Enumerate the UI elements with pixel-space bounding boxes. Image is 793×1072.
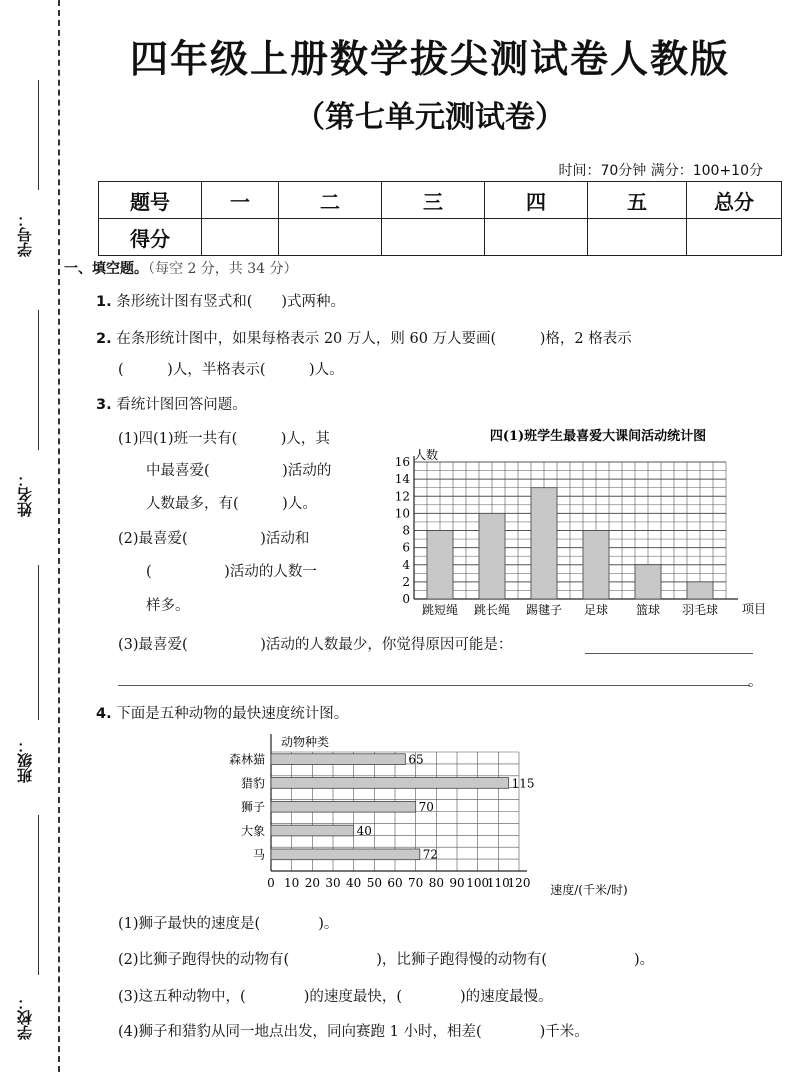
q3-sub1-line2: 中最喜爱( )活动的: [146, 463, 332, 479]
y-tick-label: 马: [252, 847, 265, 862]
y-tick-label: 4: [402, 557, 410, 572]
q3-sub1-line3: 人数最多，有( )人。: [146, 496, 317, 512]
bar: [427, 531, 453, 600]
x-tick-label: 120: [507, 876, 531, 890]
school-label: 学校：: [16, 995, 34, 1040]
bar: [271, 801, 416, 812]
y-tick-label: 森林猫: [228, 752, 265, 767]
x-tick-label: 30: [325, 876, 341, 890]
score-header-cell: 题号: [99, 182, 202, 219]
question-2-line1: [96, 327, 632, 348]
score-input-cell[interactable]: [382, 219, 485, 256]
bar: [531, 488, 557, 599]
class-label: 班级：: [16, 738, 34, 783]
x-tick-label: 90: [449, 876, 465, 890]
question-number: 3.: [96, 397, 112, 413]
x-tick-label: 跳长绳: [473, 603, 511, 617]
x-tick-label: 50: [366, 876, 382, 890]
time-info: 时间：70分钟 满分：100+10分: [558, 163, 763, 179]
x-tick-label: 跳短绳: [421, 603, 459, 617]
x-tick-label: 70: [408, 876, 424, 890]
data-label: 115: [511, 776, 535, 791]
score-header-cell: 五: [588, 182, 687, 219]
q3-sub2-line2: ( )活动的人数一: [146, 564, 317, 580]
score-header-cell: 三: [382, 182, 485, 219]
bar: [271, 849, 420, 860]
page-title: 四年级上册数学拔尖测试卷人教版: [129, 37, 730, 81]
q4-sub3: (3)这五种动物中，( )的速度最快，( )的速度最慢。: [118, 989, 553, 1005]
bar: [271, 778, 509, 789]
y-tick-label: 狮子: [240, 800, 265, 815]
bar: [271, 825, 354, 836]
x-tick-label: 80: [428, 876, 444, 890]
q3-sub3: (3)最喜爱( )活动的人数最少，你觉得原因可能是：: [118, 637, 513, 653]
y-tick-label: 16: [394, 455, 410, 469]
q4-sub2: (2)比狮子跑得快的动物有( )，比狮子跑得慢的动物有( )。: [118, 952, 655, 968]
question-2-line2: ( )人，半格表示( )人。: [118, 362, 344, 378]
score-input-cell[interactable]: [687, 219, 782, 256]
student-id-label: 学号：: [16, 212, 34, 257]
y-tick-label: 大象: [240, 823, 265, 838]
x-tick-label: 100: [466, 876, 490, 890]
question-number: 4.: [96, 706, 112, 722]
score-header-cell: 一: [202, 182, 279, 219]
school-line: [38, 815, 39, 975]
q3-sub2-line3: 样多。: [146, 598, 190, 614]
bar: [635, 565, 661, 599]
y-tick-label: 6: [402, 540, 410, 555]
bar: [479, 513, 505, 599]
x-tick-label: 足球: [583, 603, 609, 617]
x-tick-label: 0: [267, 876, 275, 890]
bar: [271, 754, 405, 765]
y-tick-label: 8: [402, 523, 410, 538]
question-text: 在条形统计图中，如果每格表示 20 万人，则 60 万人要画( )格，2 格表示: [116, 331, 632, 347]
chart-title: 四(1)班学生最喜爱大课间活动统计图: [489, 429, 707, 444]
data-label: 65: [408, 752, 424, 767]
question-text: 下面是五种动物的最快速度统计图。: [116, 706, 349, 722]
data-label: 70: [418, 800, 434, 815]
score-header-cell: 二: [279, 182, 382, 219]
section-title: 一、填空题。: [64, 261, 148, 277]
q4-sub4: (4)狮子和猎豹从同一地点出发，同向赛跑 1 小时，相差( )千米。: [118, 1024, 589, 1040]
score-header-cell: 总分: [687, 182, 782, 219]
x-axis-label: 项目: [741, 602, 767, 616]
score-input-cell[interactable]: [588, 219, 687, 256]
bar: [687, 582, 713, 599]
y-axis-label: 人数: [413, 448, 439, 462]
x-tick-label: 踢毽子: [525, 603, 563, 617]
answer-line[interactable]: [118, 685, 750, 686]
name-label: 姓名：: [16, 472, 34, 517]
question-1: [96, 290, 345, 311]
section-note: （每空 2 分，共 34 分）: [148, 261, 298, 277]
x-tick-label: 10: [284, 876, 300, 890]
y-axis-label: 动物种类: [280, 735, 330, 749]
score-table: [98, 181, 782, 256]
data-label: 40: [356, 823, 372, 838]
q4-sub1: (1)狮子最快的速度是( )。: [118, 916, 339, 932]
y-tick-label: 猎豹: [240, 776, 265, 791]
question-4: [96, 702, 348, 723]
q3-sub2-line1: (2)最喜爱( )活动和: [118, 531, 310, 547]
x-tick-label: 60: [387, 876, 403, 890]
score-table-score-row: [99, 219, 782, 256]
y-tick-label: 12: [394, 489, 410, 504]
x-tick-label: 篮球: [635, 603, 661, 617]
end-period: 。: [748, 674, 763, 690]
animal-speed-chart: [205, 728, 665, 906]
bar: [583, 531, 609, 600]
name-line: [38, 310, 39, 450]
question-3: [96, 393, 247, 414]
score-input-cell[interactable]: [279, 219, 382, 256]
student-id-line: [38, 80, 39, 190]
class-line: [38, 565, 39, 720]
answer-line[interactable]: [585, 653, 753, 654]
data-label: 72: [422, 847, 439, 862]
question-text: 看统计图回答问题。: [116, 397, 247, 413]
score-input-cell[interactable]: [202, 219, 279, 256]
q3-sub1-line1: (1)四(1)班一共有( )人，其: [118, 431, 330, 447]
y-tick-label: 2: [402, 574, 410, 589]
x-tick-label: 40: [346, 876, 362, 890]
y-tick-label: 10: [394, 506, 410, 521]
activity-bar-chart: [368, 422, 778, 622]
y-tick-label: 14: [394, 472, 410, 487]
question-number: 2.: [96, 331, 112, 347]
score-row-label: 得分: [99, 219, 202, 256]
section-heading: [64, 258, 298, 278]
page-subtitle: （第七单元测试卷）: [295, 100, 565, 135]
x-tick-label: 110: [486, 876, 510, 890]
x-tick-label: 20: [304, 876, 320, 890]
score-header-cell: 四: [485, 182, 588, 219]
binding-dashed-line: [58, 0, 60, 1072]
x-axis-label: 速度/(千米/时): [550, 883, 628, 897]
question-number: 1.: [96, 294, 112, 310]
y-tick-label: 0: [402, 592, 410, 606]
score-input-cell[interactable]: [485, 219, 588, 256]
x-tick-label: 羽毛球: [681, 603, 719, 617]
question-text: 条形统计图有竖式和( )式两种。: [116, 294, 346, 310]
score-table-header-row: [99, 182, 782, 219]
